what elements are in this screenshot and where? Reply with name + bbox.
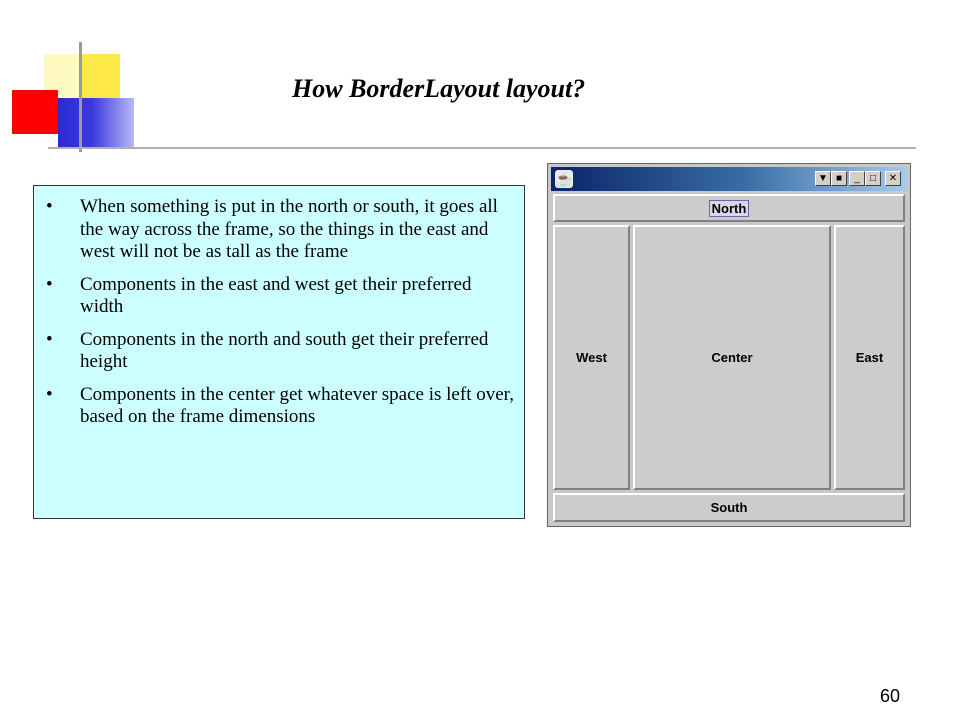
decor-blue-square <box>58 98 134 148</box>
java-cup-icon[interactable]: ☕ <box>555 171 573 187</box>
south-button[interactable] <box>553 493 905 522</box>
java-frame-window <box>547 163 911 527</box>
bullet-dot: • <box>46 328 53 350</box>
bullet-item <box>46 196 516 264</box>
east-button[interactable] <box>834 225 905 490</box>
center-label: Center <box>711 350 753 365</box>
decor-vertical-line <box>79 42 82 152</box>
north-label: North <box>709 200 750 217</box>
slide-title: How BorderLayout layout? <box>292 74 586 103</box>
bullet-item <box>46 274 516 319</box>
bullet-dot: • <box>46 196 53 217</box>
west-label: West <box>576 350 607 365</box>
page-number: 60 <box>880 686 901 706</box>
north-button[interactable] <box>553 194 905 222</box>
bullet-item <box>46 384 516 429</box>
bullet-text: Components in the north and south get their preferred height <box>80 328 489 372</box>
maximize-icon[interactable]: □ <box>865 171 881 186</box>
menu-icon[interactable]: ▼ <box>815 171 831 186</box>
bullet-dot: • <box>46 383 53 405</box>
center-button[interactable] <box>633 225 831 490</box>
west-button[interactable] <box>553 225 630 490</box>
bullet-text: Components in the center get whatever space is left over, based on the frame dimensions <box>80 383 514 427</box>
minimize-icon[interactable]: _ <box>849 171 865 186</box>
bullet-text: When something is put in the north or south, it goes all the way across the frame, so the things in the east and west will not be as tall as the frame <box>80 196 498 262</box>
bullet-dot: • <box>46 273 53 295</box>
restore-icon[interactable]: ■ <box>831 171 847 186</box>
close-icon[interactable]: ✕ <box>885 171 901 186</box>
decor-horizontal-rule <box>48 147 916 149</box>
bullet-item <box>46 329 516 374</box>
east-label: East <box>855 350 884 365</box>
bullet-text: Components in the east and west get their preferred width <box>80 273 472 317</box>
window-titlebar[interactable] <box>551 167 907 191</box>
decor-red-square <box>12 90 58 134</box>
bullet-box <box>33 185 525 519</box>
south-label: South <box>710 500 748 515</box>
